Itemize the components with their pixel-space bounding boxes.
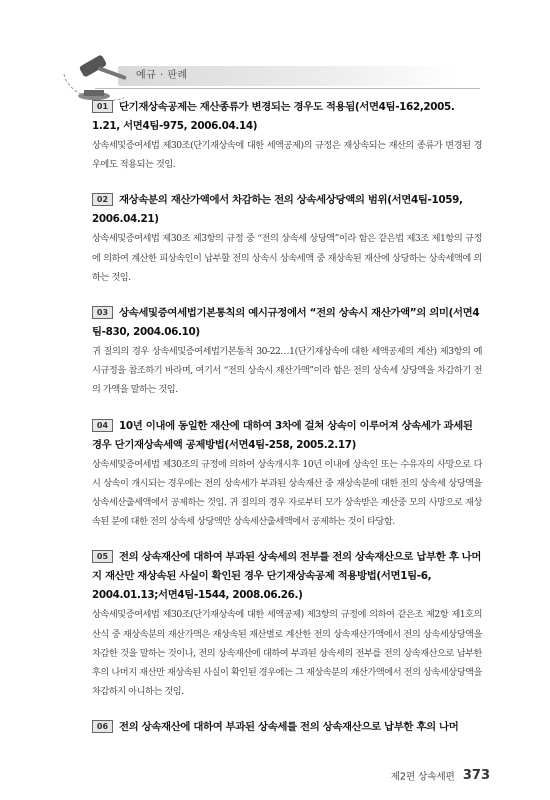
ruling-entry-06	[92, 718, 482, 737]
ruling-title-text: 전의 상속재산에 대하여 부과된 상속세를 전의 상속재산으로 납부한 후의 나머	[119, 721, 459, 734]
ruling-number: 01	[92, 100, 113, 113]
ruling-title	[92, 548, 482, 605]
ruling-entry-01	[92, 98, 482, 174]
ruling-title	[92, 304, 482, 342]
ruling-number: 03	[92, 306, 113, 319]
ruling-body: 상속세및증여세법 제30조 제3항의 규정 중 “전의 상속세 상당액”이라 함은 같은법 제3조 제1항의 규정에 의하여 계산한 피상속인이 납부할 전의 상속시 상속세액 중 재상속된 재산에 상당하는 상속세액에 의하는 것임.	[92, 233, 482, 283]
page-number: 373	[462, 768, 490, 783]
ruling-number: 05	[92, 550, 113, 563]
ruling-entry-04	[92, 417, 482, 532]
ruling-title-text: 단기재상속공제는 재산종류가 변경되는 경우도 적용됨(서면4팀-162,2005. 1.21, 서면4팀-975, 2006.04.14)	[92, 101, 455, 132]
ruling-title	[92, 191, 482, 229]
ruling-entry-05	[92, 548, 482, 701]
ruling-body: 상속세및증여세법 제30조의 규정에 의하여 상속개시후 10년 이내에 상속인 또는 수유자의 사망으로 다시 상속이 개시되는 경우에는 전의 상속세가 부과된 상속재산 중 재상속분에 대한 전의 상속세 상당액을 상속세산출세액에서 공제하는 것임. 귀 질의의 경우 자로부터 모가 상속받은 재산중 모의 사망으로 재상속된 분에 대한 전의 상속세 상당액만 상속세산출세액에서 공제하는 것이 타당함.	[92, 458, 482, 528]
ruling-entry-02	[92, 191, 482, 287]
ruling-body: 상속세및증여세법 제30조(단기재상속에 대한 세액공제) 제3항의 규정에 의하여 같은조 제2항 제1호의 산식 중 재상속분의 재산가액은 재상속된 재산별로 계산한 전의 상속재산가액에서 전의 상속세상당액을 차감한 것을 말하는 것이나, 전의 상속재산에 대하여 부과된 상속세의 전부를 전의 상속재산으로 납부한 후의 나머지 재산만 재상속된 사실이 확인된 경우에는 그 재상속분의 재산가액에서 전의 상속세상당액을 차감하지 아니하는 것임.	[92, 609, 482, 698]
part-label: 제2편 상속세편	[390, 771, 455, 783]
ruling-body: 귀 질의의 경우 상속세및증여세법기본통칙 30-22…1(단기재상속에 대한 세액공제의 계산) 제3항의 예시규정을 참조하기 바라며, 여기서 “전의 상속시 재산가액”이라 함은 전의 상속세 상당액을 차감하기 전의 가액을 말하는 것임.	[92, 346, 482, 396]
page-footer	[360, 765, 490, 784]
ruling-title-text: 10년 이내에 동일한 재산에 대하여 3차에 걸쳐 상속이 이루어져 상속세가 과세된 경우 단기재상속세액 공제방법(서면4팀-258, 2005.2.17)	[92, 419, 473, 451]
ruling-number: 06	[92, 720, 113, 733]
ruling-title-text: 상속세및증여세법기본통칙의 예시규정에서 “전의 상속시 재산가액”의 의미(서면4팀-830, 2004.06.10)	[92, 307, 480, 339]
ruling-title-text: 재상속분의 재산가액에서 차감하는 전의 상속세상당액의 범위(서면4팀-1059, 2006.04.21)	[92, 194, 463, 226]
rulings-list	[92, 98, 482, 754]
section-label: 예규 · 판례	[136, 70, 188, 81]
ruling-title	[92, 718, 482, 737]
ruling-title	[92, 98, 482, 136]
ruling-number: 02	[92, 193, 113, 206]
ruling-title-text: 전의 상속재산에 대하여 부과된 상속세의 전부를 전의 상속재산으로 납부한 후 나머지 재산만 재상속된 사실이 확인된 경우 단기재상속공제 적용방법(서면1팀-6, 2004.01.13;서면4팀-1544, 2008.06.26.)	[92, 551, 482, 602]
ruling-title	[92, 417, 482, 455]
divider	[95, 88, 480, 89]
ruling-entry-03	[92, 304, 482, 400]
ruling-number: 04	[92, 419, 113, 432]
ruling-body: 상속세및증여세법 제30조(단기재상속에 대한 세액공제)의 규정은 재상속되는 재산의 종류가 변경된 경우에도 적용되는 것임.	[92, 140, 482, 171]
